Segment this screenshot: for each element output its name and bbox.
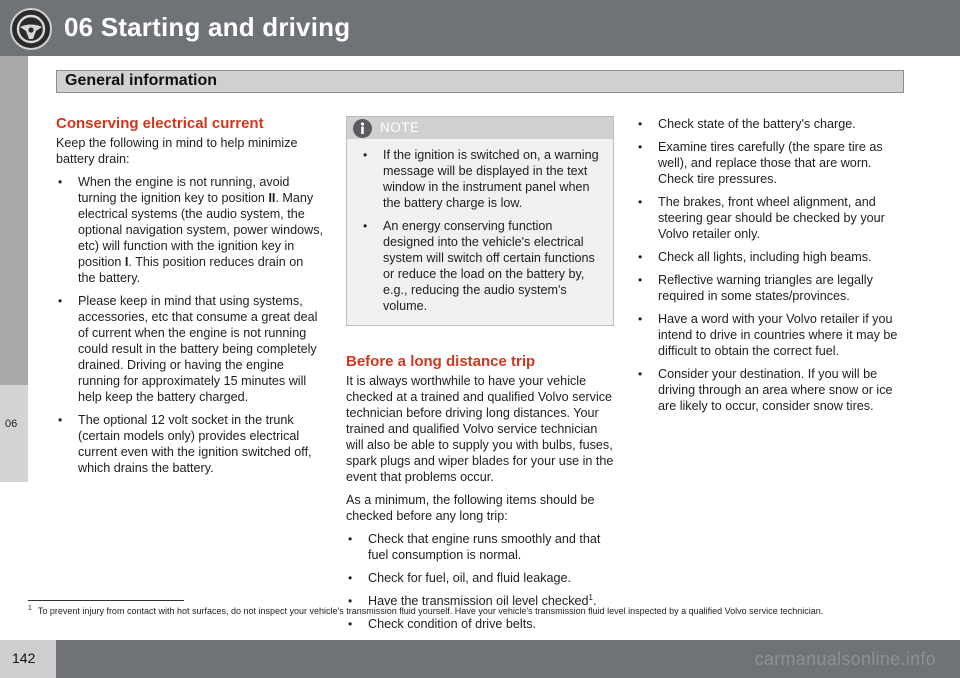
list-item-text: Check all lights, including high beams. bbox=[658, 250, 872, 264]
list-item-text: Have a word with your Volvo retailer if you intend to drive in countries where it may be difficult to obtain the correct fuel. bbox=[658, 312, 898, 358]
list-item-text: . Many electrical systems (the audio system, the optional navigation system, power windows, etc) will function with the ignition key in position bbox=[78, 191, 324, 269]
list-item bbox=[636, 249, 908, 265]
note-header bbox=[347, 117, 613, 139]
list-item bbox=[636, 139, 908, 187]
list-item-text: The optional 12 volt socket in the trunk (certain models only) provides electrical current even with the ignition switched off, which drains the battery. bbox=[78, 413, 312, 475]
bullet-glyph: • bbox=[638, 117, 643, 131]
checklist-bullet-list bbox=[636, 116, 908, 414]
bullet-glyph: • bbox=[638, 140, 643, 154]
footnote-ref: 1 bbox=[588, 592, 593, 602]
note-box bbox=[346, 116, 614, 326]
bullet-glyph: • bbox=[638, 250, 643, 264]
list-item bbox=[355, 218, 605, 314]
list-item-text: . This position reduces drain on the battery. bbox=[78, 255, 304, 285]
list-item-text: If the ignition is switched on, a warning message will be displayed in the text window in the instrument panel when the battery charge is low. bbox=[383, 148, 599, 210]
list-item bbox=[355, 147, 605, 211]
list-item-text: Check state of the battery's charge. bbox=[658, 117, 856, 131]
bullet-glyph: • bbox=[58, 294, 63, 308]
bullet-glyph: • bbox=[348, 594, 353, 608]
ignition-position-label: I bbox=[124, 255, 129, 269]
list-item-text: Check condition of drive belts. bbox=[368, 617, 537, 631]
list-item-text: Consider your destination. If you will be driving through an area where snow or ice are likely to occur, consider snow tires. bbox=[658, 367, 893, 413]
list-item-text: The brakes, front wheel alignment, and steering gear should be checked by your Volvo retailer only. bbox=[658, 195, 885, 241]
heading-conserving-current: Conserving electrical current bbox=[56, 115, 264, 132]
list-item bbox=[636, 194, 908, 242]
list-item-text: When the engine is not running, avoid turning the ignition key to position bbox=[78, 175, 290, 205]
chapter-title: 06 Starting and driving bbox=[64, 12, 351, 42]
bullet-glyph: • bbox=[58, 413, 63, 427]
footnote-divider bbox=[28, 600, 184, 601]
list-item-text: Have the transmission oil level checked bbox=[368, 594, 589, 608]
long-trip-paragraph: It is always worthwhile to have your vehicle checked at a trained and qualified Volvo service technician before driving long distances. Your trained and qualified Volvo service technician will also be able to supply you with bulbs, fuses, spark plugs and wiper blades for your use in the event that problems occur. bbox=[346, 374, 614, 484]
list-item-text: Check that engine runs smoothly and that fuel consumption is normal. bbox=[368, 532, 601, 562]
bullet-glyph: • bbox=[638, 273, 643, 287]
conserving-intro: Keep the following in mind to help minimize battery drain: bbox=[56, 136, 298, 166]
list-item bbox=[56, 293, 324, 405]
column-long-trip bbox=[346, 116, 614, 639]
list-item bbox=[56, 174, 324, 286]
ignition-position-label: II bbox=[268, 191, 276, 205]
page-number: 142 bbox=[12, 650, 36, 666]
bullet-glyph: • bbox=[363, 219, 368, 233]
bullet-glyph: • bbox=[638, 367, 643, 381]
section-title: General information bbox=[65, 72, 218, 89]
bullet-glyph: • bbox=[638, 195, 643, 209]
bullet-glyph: • bbox=[348, 532, 353, 546]
long-trip-minimum: As a minimum, the following items should be checked before any long trip: bbox=[346, 493, 595, 523]
list-item-text: Examine tires carefully (the spare tire as well), and replace those that are worn. Check tire pressures. bbox=[658, 140, 883, 186]
side-chapter-label: 06 bbox=[5, 418, 18, 430]
steering-wheel-icon bbox=[10, 8, 52, 50]
list-item-text: . bbox=[592, 594, 597, 608]
bullet-glyph: • bbox=[363, 148, 368, 162]
info-icon bbox=[353, 119, 372, 138]
bullet-glyph: • bbox=[348, 617, 353, 631]
column-conserving-current bbox=[56, 116, 324, 483]
list-item bbox=[56, 412, 324, 476]
footnote-text: To prevent injury from contact with hot surfaces, do not inspect your vehicle's transmission fluid yourself. Have your vehicle's transmission fluid level inspected by a qualified Volvo service technician. bbox=[37, 606, 824, 616]
bullet-glyph: • bbox=[58, 175, 63, 189]
footnote bbox=[28, 606, 908, 617]
list-item bbox=[636, 116, 908, 132]
bullet-glyph: • bbox=[348, 571, 353, 585]
list-item-text: An energy conserving function designed into the vehicle's electrical system will switch off certain functions or reduce the load on the battery by, e.g., reducing the audio system's volume. bbox=[383, 219, 595, 313]
section-header bbox=[56, 70, 904, 93]
list-item bbox=[636, 311, 908, 359]
footnote-marker: 1 bbox=[28, 605, 32, 612]
column-checklist bbox=[636, 116, 908, 421]
note-label: NOTE bbox=[380, 120, 420, 135]
list-item bbox=[346, 616, 614, 632]
conserving-bullet-list bbox=[56, 174, 324, 476]
note-body bbox=[347, 139, 613, 325]
list-item bbox=[346, 531, 614, 563]
list-item-text: Reflective warning triangles are legally required in some states/provinces. bbox=[658, 273, 873, 303]
note-bullet-list bbox=[355, 147, 605, 314]
heading-long-trip: Before a long distance trip bbox=[346, 353, 536, 370]
list-item bbox=[636, 272, 908, 304]
bullet-glyph: • bbox=[638, 312, 643, 326]
list-item bbox=[636, 366, 908, 414]
list-item bbox=[346, 570, 614, 586]
list-item-text: Please keep in mind that using systems, accessories, etc that consume a great deal of current when the engine is not running could result in the battery being completely drained. Driving or having the engine running for approximately 15 minutes will help keep the battery charged. bbox=[78, 294, 318, 404]
side-chapter-tab bbox=[0, 385, 28, 482]
watermark: carmanualsonline.info bbox=[754, 649, 936, 669]
list-item-text: Check for fuel, oil, and fluid leakage. bbox=[368, 571, 572, 585]
